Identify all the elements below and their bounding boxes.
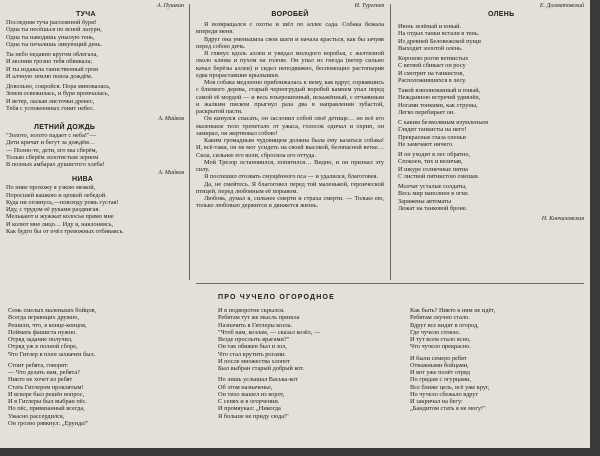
chuchelo-line: И вскоре был решён вопрос, xyxy=(8,390,85,398)
tucha-line: Одна ты несёшься по ясной лазури, xyxy=(6,26,102,34)
chuchelo-line: Ужасно рассердился, xyxy=(8,412,65,420)
dozhd-line: "Золото, золото падает с неба!"— xyxy=(6,132,96,139)
vorobey-paragraph: Каким громадным чудовищем должна была ему казаться собака! И, всё-таки, он не мог усидеть на своей высокой, безопасной ветке… Сила, сильнее его воли, сбросила его оттуда. xyxy=(196,137,384,159)
olen-line: Ногами тонкими, как струны, xyxy=(398,101,478,109)
chuchelo-line: И в подворотне скрылся. xyxy=(218,307,285,314)
chuchelo-line: Что стал крутить рогами. xyxy=(218,350,286,358)
olen-line: Июнь зелёный и юный. xyxy=(398,23,462,30)
olen-stanza xyxy=(398,183,584,212)
chuchelo-line: И закричал на бегу: xyxy=(410,398,463,405)
center-column xyxy=(196,2,384,210)
tucha-line: Одна ты наводишь унылую тень, xyxy=(6,33,95,41)
chuchelo-line: Везде прослыть врагами?" xyxy=(218,336,290,343)
chuchelo-line: Он грозно рявкнул: „Ерунда!" xyxy=(8,419,89,427)
chuchelo-line: Вдруг все видят в огород, xyxy=(410,321,479,329)
niva-title: НИВА xyxy=(72,176,94,184)
chuchelo-line: Он тихо вышел из ворот, xyxy=(218,390,285,398)
chuchelo-line: Отряд задание получил, xyxy=(8,336,73,343)
olen-poem xyxy=(398,23,584,212)
chuchelo-line: Но лишь услышал Васька-кот xyxy=(218,376,298,384)
dozhd-author: А. Майков xyxy=(158,116,184,122)
tucha-line: Одна ты печалишь ликующий день. xyxy=(6,40,103,48)
chuchelo-line: Отважными бойцами, xyxy=(410,361,469,369)
tucha-line: Ты небо недавно кругом облегала, xyxy=(6,51,98,58)
olen-line: С листвой пятнистою смешав. xyxy=(398,172,480,180)
tucha-stanza xyxy=(6,19,184,48)
chuchelo-line: Никто не хочет из ребят xyxy=(8,376,73,384)
chuchelo-line: Назначить в Гитлеры козла. xyxy=(218,321,293,329)
chuchelo-line: С сенях и в огорчении. xyxy=(218,398,280,405)
vorobey-title: ВОРОБЕЙ xyxy=(271,11,309,18)
chuchelo-line: Ребятам скучно стало. xyxy=(410,314,470,322)
chuchelo-line: Семь смелых маленьких бойцов, xyxy=(8,307,97,314)
chuchelo-line: И в Гитлеры был выбран пёс. xyxy=(8,398,87,405)
chuchelo-line: "Чтоб нам, козлам, — сказал козёл, — xyxy=(218,328,321,336)
page-edge-right xyxy=(590,0,600,456)
chuchelo-line: Но пёс, привязанный всегда, xyxy=(8,405,85,413)
konchalovskaya-author: Н. Кончаловская xyxy=(541,216,584,222)
tucha-line: Последняя туча рассеянной бури! xyxy=(6,19,97,26)
olen-line: И шкуре солнечные пятна xyxy=(398,165,468,173)
vorobey-paragraph: Мой Трезор остановился, попятился… Видно, и он признал эту силу. xyxy=(196,158,384,173)
olen-stanza xyxy=(398,151,584,180)
olen-line: Глядит танкисты на него! xyxy=(398,126,467,134)
chuchelo-line: Я больше не приду сюда!" xyxy=(218,412,289,420)
vorobey-paragraph: Я глянул вдоль аллеи и увидал молодого воробья, с желтизной около клюва и пухом на голове. Он упал из гнезда (ветер сильно качал берёзы аллеи) и сидел неподвижно, беспомощно растопырив едва прораставшие крылышки. xyxy=(196,50,384,79)
vorobey-paragraph: Да, не смейтесь. Я благоговел перед той маленькой, героической птицей, перед любовным её порывом. xyxy=(196,180,384,195)
chuchelo-line: Всегда играющих дружно, xyxy=(8,314,80,322)
vorobey-paragraph: Вдруг она уменьшила свои шаги и начала красться, как бы зачуяв перед собою дичь. xyxy=(196,35,384,50)
tucha-author: А. Пушкин xyxy=(157,3,184,9)
olen-line: Такой взволнованный и юный, xyxy=(398,87,481,94)
tucha-line: И молния грозно тебя обвивала; xyxy=(6,58,93,66)
dozhd-line: Дети кричат и бегут за дождём… xyxy=(6,139,96,147)
olen-line: С ветвей сбивает он росу xyxy=(398,62,466,70)
olen-line: Заряжены автоматы xyxy=(398,197,452,205)
tucha-line: И ветер, лаская листочки древес, xyxy=(6,97,95,105)
niva-line: Поросшей кашкою и цепкой лебедой. xyxy=(6,191,107,199)
chuchelo-line: Все ближе цель, всё уже круг, xyxy=(410,383,490,391)
olen-line: Из древней Беловежской пущи xyxy=(398,37,481,45)
olen-stanza xyxy=(398,119,584,148)
chuchelo-line: И вот уже полёт отряд xyxy=(410,369,470,376)
olen-line: Молчат усталые солдаты, xyxy=(398,183,467,190)
vorobey-paragraph: Он кинулся спасать, он заслонил собой своё детище… но всё его маленькое тело трепетало от ужаса, голосок одичал и охрип, он замирал, он жертвовал собою! xyxy=(196,115,384,137)
niva-author: А. Майков xyxy=(158,170,184,177)
tucha-line: И алчную землю поила дождём. xyxy=(6,72,93,80)
page-edge-bottom xyxy=(0,448,600,456)
olen-line: С каким безмолвным изумленьем xyxy=(398,119,488,126)
chuchelo-line: По грядам с огурцами, xyxy=(410,376,471,384)
niva-line: Мелькают и жужжат колосья прямо мне xyxy=(6,213,114,221)
olen-stanza xyxy=(398,55,584,84)
dozhd-poem xyxy=(6,132,184,168)
vorobey-paragraph: Любовь, думал я, сильнее смерти и страха смерти. — Только ею, только любовью держится и движется жизнь. xyxy=(196,195,384,210)
left-column xyxy=(6,2,184,235)
vorobey-paragraph: Я возвращался с охоты и шёл по аллее сада. Собака бежала впереди меня. xyxy=(196,21,384,36)
chuchelo-line: — Что делать нам, ребята? xyxy=(8,369,80,376)
tucha-stanza xyxy=(6,83,184,112)
right-column xyxy=(398,2,584,223)
chuchelo-line: И промяукал: „Никогда xyxy=(218,405,281,413)
chuchelo-line: Он так обижен был и зол, xyxy=(218,343,287,351)
olen-line: Выходит золотой олень. xyxy=(398,44,463,52)
vorobey-paragraph: Я поспешил отозвать смущённого пса — и удалился, благоговея. xyxy=(204,173,379,181)
chuchelo-column-1 xyxy=(8,307,208,427)
section-divider xyxy=(196,283,584,284)
olen-line: Короною рогов ветвистых xyxy=(398,55,469,62)
vorobey-story xyxy=(196,21,384,210)
olen-stanza xyxy=(398,23,584,52)
chuchelo-line: „Бандитом стать я не могу!" xyxy=(410,405,486,413)
chuchelo-line: Был выбран старый добрый кот. xyxy=(218,365,305,372)
olen-stanza xyxy=(398,87,584,116)
olen-line: Легко перебирает он. xyxy=(398,108,455,116)
dozhd-title: ЛЕТНИЙ ДОЖДЬ xyxy=(34,124,96,131)
vorobey-author: И. Тургенев xyxy=(354,3,384,9)
tucha-stanza xyxy=(6,51,184,80)
olen-line: Нежданною встречей удивлён, xyxy=(398,94,481,102)
chuchelo-line: Отряд уж в полной сборе, xyxy=(8,343,78,351)
olen-title: ОЛЕНЬ xyxy=(488,11,515,18)
tucha-line: И ты издавала таинственный гром xyxy=(6,65,98,73)
tucha-line: Земля освежилась, и буря промчалась, xyxy=(6,90,110,98)
column-rule-right xyxy=(390,4,391,280)
chuchelo-line: И тут всем стало ясно, xyxy=(410,336,471,343)
chuchelo-line: Стоит ребята, говорят: xyxy=(8,361,69,369)
chuchelo-line: Как быть? Никто к ним не идёт, xyxy=(410,307,496,314)
vorobey-paragraph: Моя собака медленно приближалась к нему, как вдруг, сорвавшись с близкого дерева, старый черногрудый воробей камнем упал перед самой её мордой — и весь взъерошенный, искажённый, с отчаянным и жалким писком прыгнул раза два в направлении зубастой, раскрытой пасти. xyxy=(196,79,384,115)
olen-line: Лежат на танковой броне. xyxy=(398,204,468,212)
olen-line: Не замечают ничего. xyxy=(398,140,454,148)
chuchelo-line: Где чучело стояло. xyxy=(410,328,461,336)
chuchelo-line: Что Гитлер в плен захвачен был. xyxy=(8,350,96,358)
tucha-poem xyxy=(6,19,184,112)
dozhd-line: — Полно-те, дети, его мы сберём, xyxy=(6,146,98,154)
dozhd-line: В полных амбарах душистого хлеба! xyxy=(6,161,105,168)
olen-line: На отдых танки встали в тень. xyxy=(398,30,480,38)
chuchelo-line: Ребятам тут же мысль пришла xyxy=(218,314,300,322)
olen-line: И он уходит в лес обратно, xyxy=(398,151,471,158)
chuchelo-column-3 xyxy=(410,307,590,413)
chuchelo-line: И после множества хлопот xyxy=(218,357,291,365)
niva-line: Иду, с трудом её руками раздвигая. xyxy=(6,206,101,213)
olen-author: Е. Долматовский xyxy=(539,3,584,9)
tucha-line: Довольно, сокройся. Пора миновалась, xyxy=(6,83,111,90)
tucha-title: ТУЧА xyxy=(76,11,96,18)
olen-line: Прекрасные глаза оленьи xyxy=(398,133,466,141)
niva-line: И колют мне лицо… Иду я, наклоняясь, xyxy=(6,220,114,228)
niva-line: Как будто бы от пчёл тревожных отбиваясь. xyxy=(6,227,124,235)
chuchelo-line: И были семеро ребят xyxy=(410,354,467,362)
chuchelo-line: Поймать фашиста нужно. xyxy=(8,328,77,336)
chuchelo-line: Но чучело сбежало вдруг xyxy=(410,390,479,398)
chuchelo-line: Решили, что, в конце-концов, xyxy=(8,321,87,329)
olen-line: Спокоен, тих и величав, xyxy=(398,158,463,166)
olen-line: Весь мир наполнен в огне. xyxy=(398,190,470,198)
niva-line: По ниве прохожу я узкою межой, xyxy=(6,184,96,192)
niva-line: Куда ни оглянусь,—повсюду рожь густая! xyxy=(6,198,119,206)
column-rule-left xyxy=(189,4,190,280)
tucha-line: Тебя с успокоенных гонит небес. xyxy=(6,104,95,112)
chuchelo-line: Что чучело прекрасно. xyxy=(410,343,471,351)
chuchelo-line: Об этом назначенье, xyxy=(218,383,273,391)
olen-line: И смотрит на танкистов, xyxy=(398,69,464,77)
chuchelo-line: Стать Гитлером проклятым! xyxy=(8,383,84,391)
chuchelo-title: ПРО ЧУЧЕЛО ОГОРОДНОЕ xyxy=(218,294,336,301)
dozhd-line: Только сберём золотистым зерном xyxy=(6,153,99,161)
niva-poem xyxy=(6,184,184,235)
chuchelo-column-2 xyxy=(218,307,398,420)
olen-line: Расположившихся в лесу. xyxy=(398,76,467,84)
